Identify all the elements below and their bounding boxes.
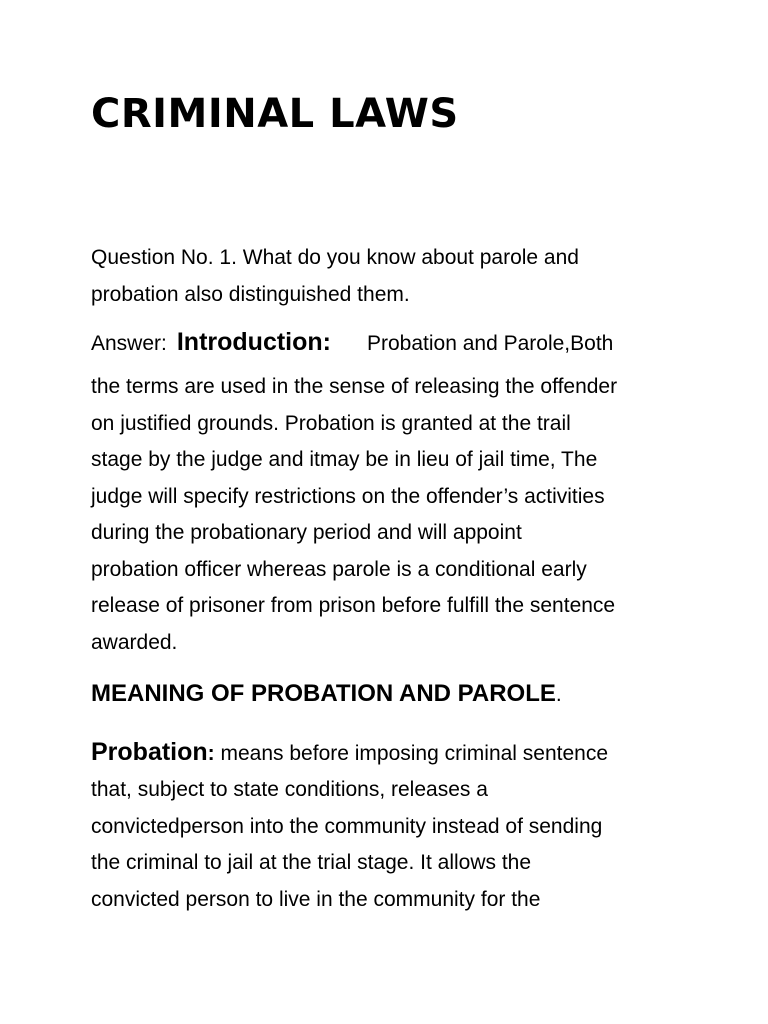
question-line: probation also distinguished them. xyxy=(91,282,410,306)
probation-term: Probation xyxy=(91,738,208,766)
probation-line: the criminal to jail at the trial stage. It allows the xyxy=(91,851,532,874)
introduction-heading: Introduction: xyxy=(176,328,331,356)
meaning-heading-text: MEANING OF PROBATION AND PAROLE xyxy=(91,680,556,707)
probation-line: that, subject to state conditions, releases a xyxy=(91,778,488,801)
answer-line: awarded. xyxy=(91,630,178,654)
answer-line: probation officer whereas parole is a conditional early xyxy=(91,557,587,581)
probation-paragraph xyxy=(91,772,691,918)
answer-line: the terms are used in the sense of releasing the offender xyxy=(91,375,618,398)
meaning-heading-punct: . xyxy=(555,683,562,706)
probation-line: convictedperson into the community instead of sending xyxy=(91,814,603,838)
meaning-heading xyxy=(91,676,562,713)
probation-colon: : xyxy=(207,742,215,765)
document-title: CRIMINAL LAWS xyxy=(91,91,459,137)
answer-first-line-text: Probation and Parole,Both xyxy=(367,332,614,355)
answer-label: Answer: xyxy=(91,332,167,355)
answer-line: stage by the judge and itmay be in lieu of jail time, The xyxy=(91,448,598,471)
answer-paragraph xyxy=(91,369,691,661)
answer-line: on justified grounds. Probation is granted at the trail xyxy=(91,411,571,435)
answer-first-line xyxy=(91,328,613,368)
question-paragraph xyxy=(91,240,691,313)
answer-line: during the probationary period and will appoint xyxy=(91,521,522,544)
answer-line: release of prisoner from prison before fulfill the sentence xyxy=(91,594,616,617)
probation-first-line xyxy=(91,732,608,774)
probation-first-line-text: means before imposing criminal sentence xyxy=(214,742,609,765)
question-line: Question No. 1. What do you know about parole and xyxy=(91,246,579,269)
answer-line: judge will specify restrictions on the offender’s activities xyxy=(91,484,605,508)
probation-line: convicted person to live in the community for the xyxy=(91,887,541,911)
